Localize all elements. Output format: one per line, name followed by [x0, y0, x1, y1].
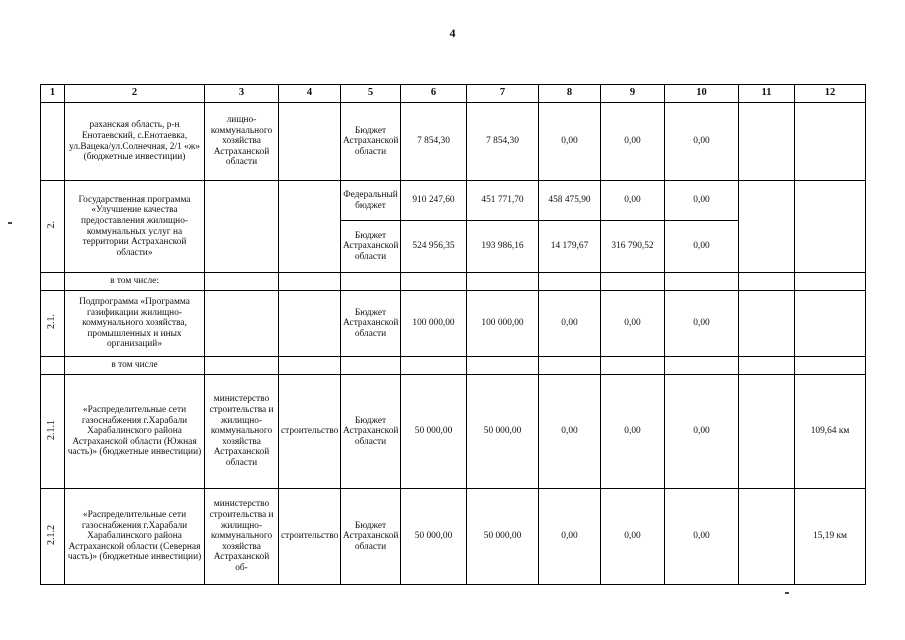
value-col8: 0,00	[539, 291, 601, 357]
row-number: 2.1.1	[46, 419, 58, 440]
value-col10: 0,00	[665, 103, 739, 181]
total-value: 50 000,00	[401, 489, 467, 585]
empty-cell	[665, 357, 739, 375]
value-col10: 0,00	[665, 181, 739, 221]
empty-cell	[601, 273, 665, 291]
header-row	[41, 85, 866, 103]
work-type	[279, 103, 341, 181]
value-col7: 7 854,30	[467, 103, 539, 181]
funding-source: Бюджет Астраханской области	[341, 291, 401, 357]
capacity	[795, 103, 866, 181]
value-col9: 316 790,52	[601, 221, 665, 273]
column-header: 10	[665, 85, 739, 103]
value-col7: 100 000,00	[467, 291, 539, 357]
row-number	[41, 103, 65, 181]
column-header: 7	[467, 85, 539, 103]
funding-source: Бюджет Астраханской области	[341, 221, 401, 273]
customer: лищно-коммунального хозяйства Астраханской области	[205, 103, 279, 181]
empty-cell	[205, 273, 279, 291]
value-col11	[739, 181, 795, 273]
column-header: 11	[739, 85, 795, 103]
row-number-cell	[41, 375, 65, 489]
empty-cell	[401, 357, 467, 375]
value-col8: 458 475,90	[539, 181, 601, 221]
capacity	[795, 291, 866, 357]
value-col10: 0,00	[665, 375, 739, 489]
table-row	[41, 273, 866, 291]
row-number-cell	[41, 181, 65, 273]
object-name: «Распределительные сети газоснабжения г.Харабали Харабалинского района Астраханской области (Северная часть)» (бюджетные инвестиции)	[65, 489, 205, 585]
value-col9: 0,00	[601, 489, 665, 585]
capacity: 15,19 км	[795, 489, 866, 585]
customer: министерство строительства и жилищно-коммунального хозяйства Астраханской об-	[205, 489, 279, 585]
empty-cell	[341, 273, 401, 291]
column-header: 5	[341, 85, 401, 103]
row-number-cell	[41, 489, 65, 585]
value-col8: 14 179,67	[539, 221, 601, 273]
funding-source: Федеральный бюджет	[341, 181, 401, 221]
value-col11	[739, 291, 795, 357]
column-header: 12	[795, 85, 866, 103]
empty-cell	[41, 273, 65, 291]
object-name: «Распределительные сети газоснабжения г.Харабали Харабалинского района Астраханской области (Южная часть)» (бюджетные инвестиции)	[65, 375, 205, 489]
column-header: 1	[41, 85, 65, 103]
table-row	[41, 489, 866, 585]
empty-cell	[401, 273, 467, 291]
empty-cell	[539, 357, 601, 375]
total-value: 7 854,30	[401, 103, 467, 181]
object-name: Подпрограмма «Программа газификации жилищно-коммунального хозяйства, промышленных и иных организаций»	[65, 291, 205, 357]
column-header: 9	[601, 85, 665, 103]
empty-cell	[539, 273, 601, 291]
funding-source: Бюджет Астраханской области	[341, 375, 401, 489]
empty-cell	[279, 357, 341, 375]
value-col11	[739, 489, 795, 585]
value-col7: 451 771,70	[467, 181, 539, 221]
value-col9: 0,00	[601, 103, 665, 181]
column-header: 2	[65, 85, 205, 103]
empty-cell	[41, 357, 65, 375]
empty-cell	[279, 273, 341, 291]
subheading: в том числе:	[65, 273, 205, 291]
table-row	[41, 357, 866, 375]
page-number: 4	[449, 26, 456, 40]
table-row	[41, 181, 866, 221]
total-value: 910 247,60	[401, 181, 467, 221]
capacity	[795, 181, 866, 273]
customer: министерство строительства и жилищно-коммунального хозяйства Астраханской области	[205, 375, 279, 489]
work-type: строительство	[279, 489, 341, 585]
object-name: раханская область, р-н Енотаевский, с.Енотаевка, ул.Вацека/ул.Солнечная, 2/1 «ж» (бюджетные инвестиции)	[65, 103, 205, 181]
value-col10: 0,00	[665, 221, 739, 273]
value-col8: 0,00	[539, 489, 601, 585]
table-row	[41, 103, 866, 181]
customer	[205, 291, 279, 357]
scan-speck	[8, 222, 12, 224]
empty-cell	[795, 273, 866, 291]
empty-cell	[665, 273, 739, 291]
empty-cell	[739, 357, 795, 375]
empty-cell	[467, 273, 539, 291]
total-value: 100 000,00	[401, 291, 467, 357]
empty-cell	[467, 357, 539, 375]
row-number: 2.1.	[46, 314, 58, 330]
work-type	[279, 291, 341, 357]
table-row	[41, 291, 866, 357]
total-value: 524 956,35	[401, 221, 467, 273]
work-type	[279, 181, 341, 273]
empty-cell	[795, 357, 866, 375]
funding-source: Бюджет Астраханской области	[341, 103, 401, 181]
budget-table	[40, 84, 866, 585]
work-type: строительство	[279, 375, 341, 489]
value-col7: 50 000,00	[467, 375, 539, 489]
value-col10: 0,00	[665, 489, 739, 585]
object-name: Государственная программа «Улучшение качества предоставления жилищно-коммунальных услуг на территории Астраханской области»	[65, 181, 205, 273]
empty-cell	[739, 273, 795, 291]
column-header: 4	[279, 85, 341, 103]
value-col11	[739, 375, 795, 489]
value-col7: 50 000,00	[467, 489, 539, 585]
value-col8: 0,00	[539, 375, 601, 489]
row-number-cell	[41, 291, 65, 357]
empty-cell	[205, 357, 279, 375]
value-col11	[739, 103, 795, 181]
subheading: в том числе	[65, 357, 205, 375]
total-value: 50 000,00	[401, 375, 467, 489]
capacity: 109,64 км	[795, 375, 866, 489]
value-col9: 0,00	[601, 375, 665, 489]
row-number: 2.	[46, 220, 58, 229]
value-col9: 0,00	[601, 181, 665, 221]
column-header: 6	[401, 85, 467, 103]
column-header: 3	[205, 85, 279, 103]
funding-source: Бюджет Астраханской области	[341, 489, 401, 585]
value-col9: 0,00	[601, 291, 665, 357]
table-row	[41, 375, 866, 489]
value-col8: 0,00	[539, 103, 601, 181]
value-col7: 193 986,16	[467, 221, 539, 273]
empty-cell	[601, 357, 665, 375]
empty-cell	[341, 357, 401, 375]
row-number: 2.1.2	[46, 524, 58, 545]
customer	[205, 181, 279, 273]
scan-speck	[785, 592, 789, 594]
value-col10: 0,00	[665, 291, 739, 357]
column-header: 8	[539, 85, 601, 103]
